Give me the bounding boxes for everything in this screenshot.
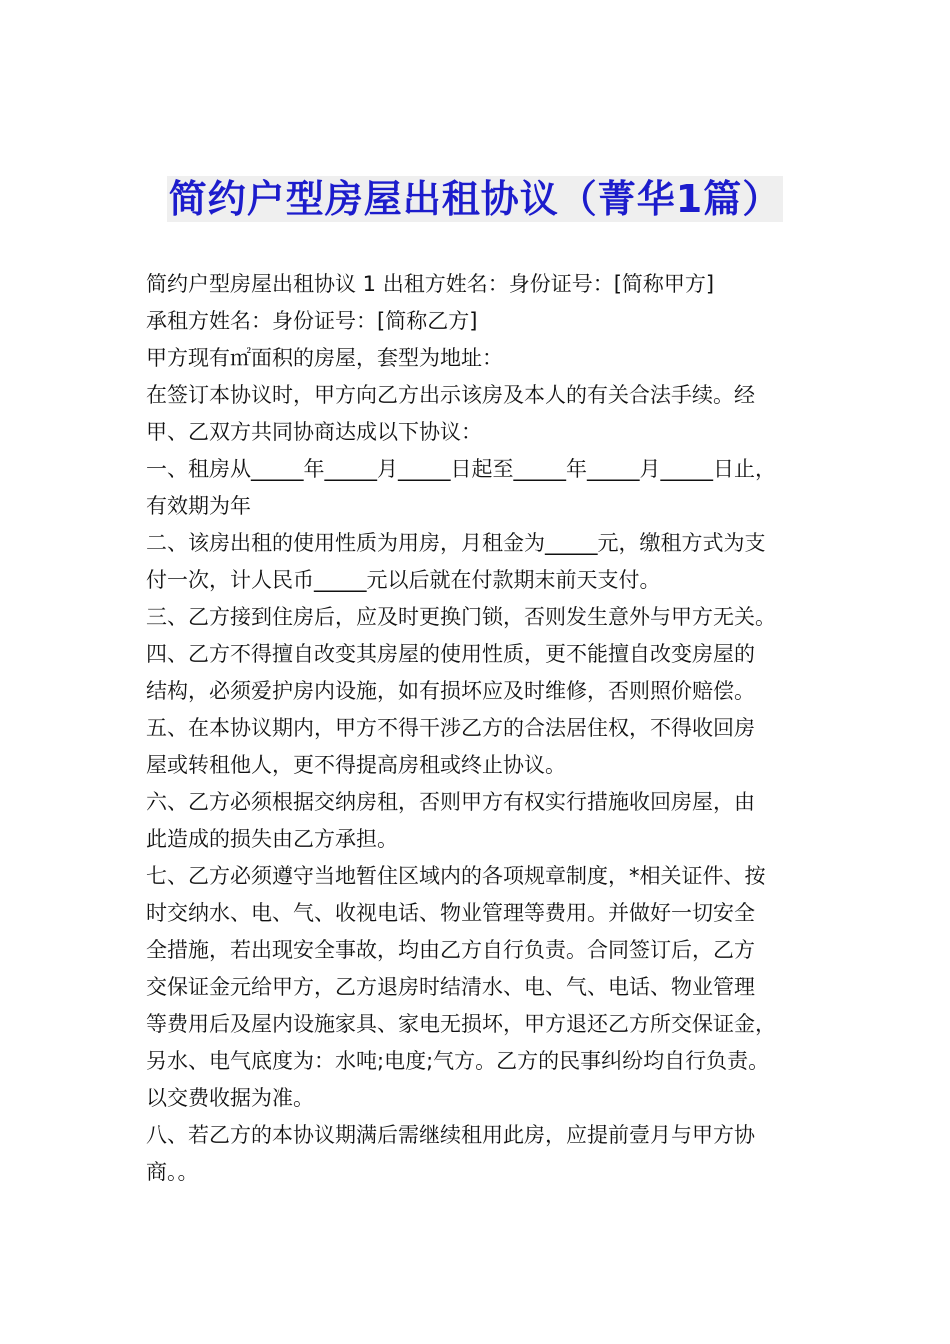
body-line: 付一次，计人民币_____元以后就在付款期末前天支付。 — [146, 568, 661, 592]
body-line: 四、乙方不得擅自改变其房屋的使用性质，更不能擅自改变房屋的 — [146, 642, 755, 666]
body-line: 简约户型房屋出租协议 1 出租方姓名：身份证号：[简称甲方] — [146, 272, 715, 296]
body-line: 六、乙方必须根据交纳房租，否则甲方有权实行措施收回房屋，由 — [146, 790, 755, 814]
body-line: 屋或转租他人，更不得提高房租或终止协议。 — [146, 753, 566, 777]
body-line: 时交纳水、电、气、收视电话、物业管理等费用。并做好一切安全 — [146, 901, 755, 925]
body-line: 二、该房出租的使用性质为用房，月租金为_____元，缴租方式为支 — [146, 531, 766, 555]
body-line: 此造成的损失由乙方承担。 — [146, 827, 398, 851]
body-line: 另水、电气底度为：水吨;电度;气方。乙方的民事纠纷均自行负责。 — [146, 1049, 770, 1073]
document-title-wrapper — [0, 176, 950, 222]
body-line: 等费用后及屋内设施家具、家电无损坏，甲方退还乙方所交保证金， — [146, 1012, 776, 1036]
body-line: 交保证金元给甲方，乙方退房时结清水、电、气、电话、物业管理 — [146, 975, 755, 999]
body-line: 结构，必须爱护房内设施，如有损坏应及时维修，否则照价赔偿。 — [146, 679, 755, 703]
body-line: 承租方姓名：身份证号：[简称乙方] — [146, 309, 478, 333]
body-line: 在签订本协议时，甲方向乙方出示该房及本人的有关合法手续。经 — [146, 383, 755, 407]
body-line: 甲、乙双方共同协商达成以下协议： — [146, 420, 482, 444]
body-line: 甲方现有㎡面积的房屋，套型为地址： — [146, 346, 503, 370]
body-line: 以交费收据为准。 — [146, 1086, 314, 1110]
body-line: 八、若乙方的本协议期满后需继续租用此房，应提前壹月与甲方协 — [146, 1123, 755, 1147]
body-line: 五、在本协议期内，甲方不得干涉乙方的合法居住权，不得收回房 — [146, 716, 755, 740]
document-body — [146, 266, 818, 1191]
body-line: 全措施，若出现安全事故，均由乙方自行负责。合同签订后，乙方 — [146, 938, 755, 962]
body-line: 商。。 — [146, 1160, 199, 1184]
document-title: 简约户型房屋出租协议（菁华1篇） — [168, 177, 782, 221]
body-line: 一、租房从_____年_____月_____日起至_____年_____月_____日止， — [146, 457, 776, 481]
body-line: 三、乙方接到住房后，应及时更换门锁，否则发生意外与甲方无关。 — [146, 605, 776, 629]
body-line: 七、乙方必须遵守当地暂住区域内的各项规章制度，*相关证件、按 — [146, 864, 766, 888]
body-line: 有效期为年 — [146, 494, 251, 518]
